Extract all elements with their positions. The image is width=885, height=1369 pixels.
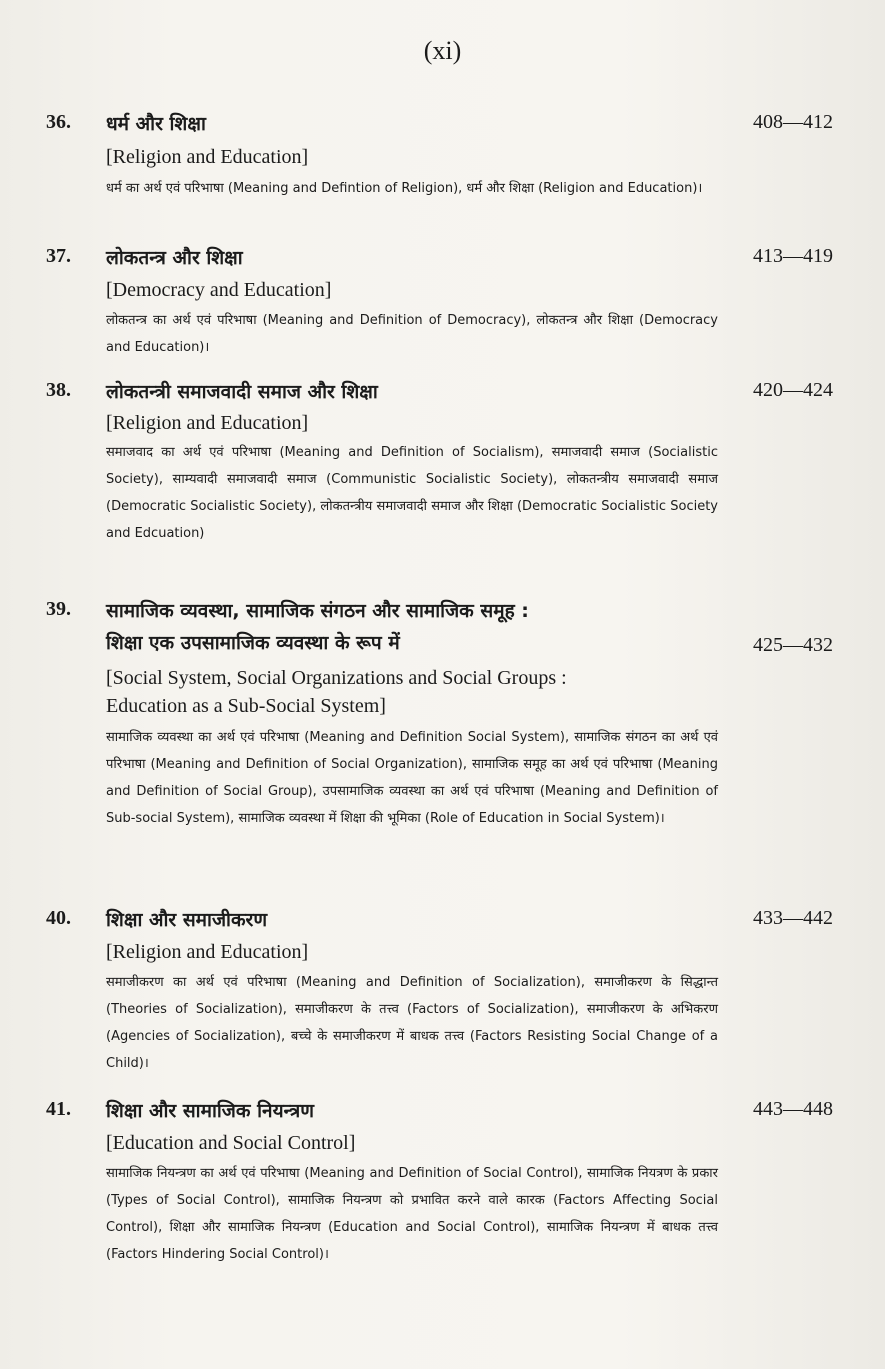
- entry-description: सामाजिक व्यवस्था का अर्थ एवं परिभाषा (Meaning and Definition Social System), सामाजिक संगठन का अर्थ एवं परिभाषा (Meaning and Definition of Social Organization), सामाजिक समूह का अर्थ एवं परिभाषा (Meaning and Definition of Social Group), उपसामाजिक व्यवस्था का अर्थ एवं परिभाषा (Meaning and Definition of Sub-social System), सामाजिक व्यवस्था में शिक्षा की भूमिका (Role of Education in Social System)।: [106, 730, 718, 826]
- entry-page-range: 408—412: [753, 111, 833, 133]
- entry-description: सामाजिक नियन्त्रण का अर्थ एवं परिभाषा (Meaning and Definition of Social Control), सामाजिक नियत्रण के प्रकार (Types of Social Control), सामाजिक नियन्त्रण को प्रभावित करने वाले कारक (Factors Affecting Social Control), शिक्षा और सामाजिक नियन्त्रण (Education and Social Control), सामाजिक नियन्त्रण में बाधक तत्त्व (Factors Hindering Social Control)।: [106, 1166, 718, 1262]
- entry-number: 36.: [46, 111, 71, 133]
- entry-description: धर्म का अर्थ एवं परिभाषा (Meaning and Defintion of Religion), धर्म और शिक्षा (Religion and Education)।: [106, 181, 703, 196]
- entry-title-hindi-line1: सामाजिक व्यवस्था, सामाजिक संगठन और सामाजिक समूह :: [106, 600, 529, 622]
- entry-title-hindi: धर्म और शिक्षा: [106, 113, 206, 135]
- entry-title-hindi: लोकतन्त्र और शिक्षा: [106, 247, 243, 269]
- entry-page-range: 443—448: [753, 1098, 833, 1120]
- entry-title-hindi-line2: शिक्षा एक उपसामाजिक व्यवस्था के रूप में: [106, 632, 400, 654]
- entry-page-range: 425—432: [753, 634, 833, 656]
- entry-title-english-line1: [Social System, Social Organizations and Social Groups :: [106, 667, 567, 689]
- entry-description: लोकतन्त्र का अर्थ एवं परिभाषा (Meaning and Definition of Democracy), लोकतन्त्र और शिक्षा (Democracy and Education)।: [106, 313, 718, 355]
- entry-number: 38.: [46, 379, 71, 401]
- entry-number: 39.: [46, 598, 71, 620]
- entry-title-english: [Education and Social Control]: [106, 1132, 356, 1154]
- entry-title-english: [Religion and Education]: [106, 412, 309, 434]
- entry-number: 40.: [46, 907, 71, 929]
- entry-description: समाजवाद का अर्थ एवं परिभाषा (Meaning and Definition of Socialism), समाजवादी समाज (Socialistic Society), साम्यवादी समाजवादी समाज (Communistic Socialistic Society), लोकतन्त्रीय समाजवादी समाज (Democratic Socialistic Society), लोकतन्त्रीय समाजवादी समाज और शिक्षा (Democratic Socialistic Society and Edcuation): [106, 445, 718, 541]
- entry-title-english: [Democracy and Education]: [106, 279, 332, 301]
- entry-title-english: [Religion and Education]: [106, 941, 309, 963]
- entry-title-hindi: शिक्षा और समाजीकरण: [106, 909, 268, 931]
- entry-title-hindi: शिक्षा और सामाजिक नियन्त्रण: [106, 1100, 314, 1122]
- entry-page-range: 413—419: [753, 245, 833, 267]
- entry-number: 41.: [46, 1098, 71, 1120]
- entry-title-english-line2: Education as a Sub-Social System]: [106, 695, 386, 717]
- entry-page-range: 433—442: [753, 907, 833, 929]
- entry-title-hindi: लोकतन्त्री समाजवादी समाज और शिक्षा: [106, 381, 378, 403]
- entry-description: समाजीकरण का अर्थ एवं परिभाषा (Meaning and Definition of Socialization), समाजीकरण के सिद्धान्त (Theories of Socialization), समाजीकरण के तत्त्व (Factors of Socialization), समाजीकरण के अभिकरण (Agencies of Socialization), बच्चे के समाजीकरण में बाधक तत्त्व (Factors Resisting Social Change of a Child)।: [106, 975, 718, 1071]
- entry-page-range: 420—424: [753, 379, 833, 401]
- page-number: (xi): [423, 36, 462, 65]
- entry-number: 37.: [46, 245, 71, 267]
- entry-title-english: [Religion and Education]: [106, 146, 309, 168]
